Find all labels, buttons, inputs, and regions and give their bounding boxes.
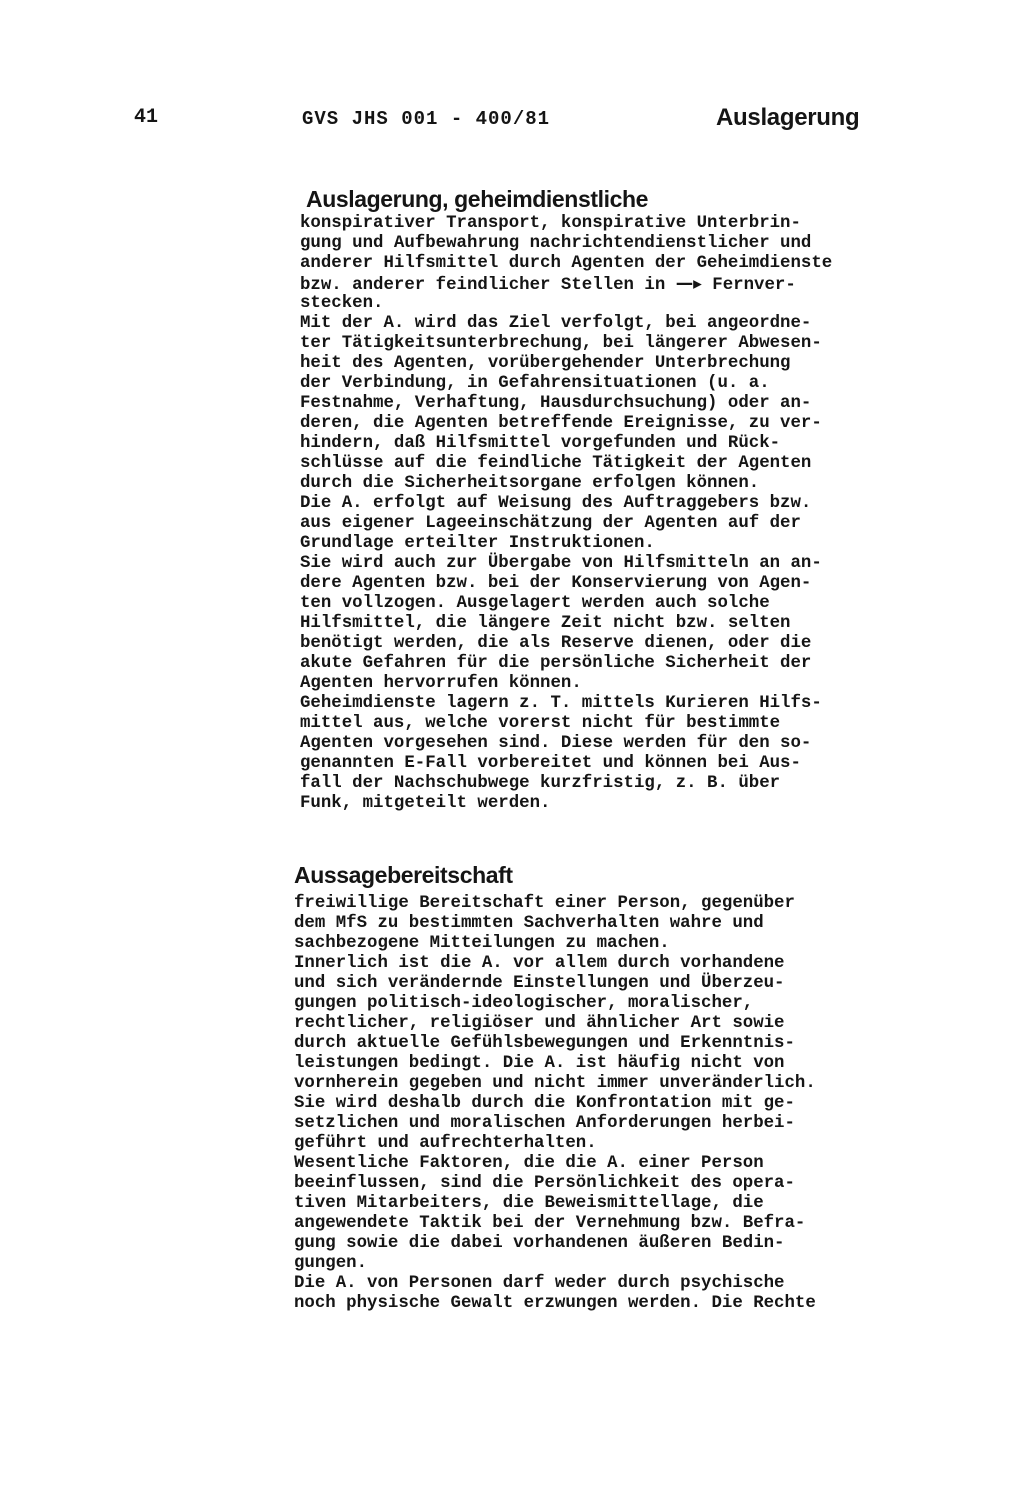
text-line: setzlichen und moralischen Anforderungen herbei- <box>294 1114 795 1133</box>
text-line: tiven Mitarbeiters, die Beweismittellage, die <box>294 1194 764 1213</box>
text-line: gungen. <box>294 1254 368 1273</box>
text-line: Wesentliche Faktoren, die die A. einer Person <box>294 1154 764 1173</box>
text-line: durch aktuelle Gefühlsbewegungen und Erkenntnis- <box>294 1034 795 1053</box>
text-line: sachbezogene Mitteilungen zu machen. <box>294 934 670 953</box>
text-line: Sie wird auch zur Übergabe von Hilfsmitteln an an- <box>300 554 822 573</box>
text-line: angewendete Taktik bei der Vernehmung bzw. Befra- <box>294 1214 806 1233</box>
text-line: leistungen bedingt. Die A. ist häufig nicht von <box>294 1054 785 1073</box>
entry-body-auslagerung <box>300 214 832 814</box>
text-line: und sich verändernde Einstellungen und Überzeu- <box>294 974 785 993</box>
text-line: Sie wird deshalb durch die Konfrontation mit ge- <box>294 1094 795 1113</box>
text-line: gung und Aufbewahrung nachrichtendienstlicher und <box>300 234 812 253</box>
text-line: ten vollzogen. Ausgelagert werden auch solche <box>300 594 770 613</box>
cross-reference-arrow-icon: —▸ <box>675 274 702 294</box>
text-line: fall der Nachschubwege kurzfristig, z. B. über <box>300 774 781 793</box>
text-line: genannten E-Fall vorbereitet und können bei Aus- <box>300 754 801 773</box>
text-line: mittel aus, welche vorerst nicht für bestimmte <box>300 714 781 733</box>
text-line: vornherein gegeben und nicht immer unveränderlich. <box>294 1074 816 1093</box>
text-line: freiwillige Bereitschaft einer Person, gegenüber <box>294 894 795 913</box>
text-line: beeinflussen, sind die Persönlichkeit des opera- <box>294 1174 795 1193</box>
text-line: dere Agenten bzw. bei der Konservierung von Agen- <box>300 574 812 593</box>
text-line: der Verbindung, in Gefahrensituationen (u. a. <box>300 374 770 393</box>
page-number: 41 <box>134 106 159 129</box>
text-line: anderer Hilfsmittel durch Agenten der Geheimdienste <box>300 254 833 273</box>
text-line: Die A. von Personen darf weder durch psychische <box>294 1274 785 1293</box>
text-line: dem MfS zu bestimmten Sachverhalten wahre und <box>294 914 764 933</box>
text-line: rechtlicher, religiöser und ähnlicher Art sowie <box>294 1014 785 1033</box>
cross-reference-term: Fernver- <box>701 276 796 295</box>
entry-heading-auslagerung: Auslagerung, geheimdienstliche <box>306 186 649 212</box>
text-line: Funk, mitgeteilt werden. <box>300 794 551 813</box>
text-line: ter Tätigkeitsunterbrechung, bei längerer Abwesen- <box>300 334 822 353</box>
text-line: aus eigener Lageeinschätzung der Agenten auf der <box>300 514 801 533</box>
text-line: Mit der A. wird das Ziel verfolgt, bei angeordne- <box>300 314 812 333</box>
entry-heading-aussagebereitschaft: Aussagebereitschaft <box>294 862 513 888</box>
text-line: stecken. <box>300 294 384 313</box>
text-line: Hilfsmittel, die längere Zeit nicht bzw. selten <box>300 614 791 633</box>
text-line-with-cross-reference <box>300 274 832 294</box>
running-title: Auslagerung <box>716 104 860 131</box>
text-line: Agenten hervorrufen können. <box>300 674 582 693</box>
text-segment: bzw. anderer feindlicher Stellen in <box>300 276 676 295</box>
text-line: gungen politisch-ideologischer, moralischer, <box>294 994 754 1013</box>
text-line: Geheimdienste lagern z. T. mittels Kurieren Hilfs- <box>300 694 822 713</box>
text-line: Grundlage erteilter Instruktionen. <box>300 534 655 553</box>
text-line: gung sowie die dabei vorhandenen äußeren Bedin- <box>294 1234 785 1253</box>
text-line: benötigt werden, die als Reserve dienen, oder die <box>300 634 812 653</box>
text-line: Innerlich ist die A. vor allem durch vorhandene <box>294 954 785 973</box>
text-line: konspirativer Transport, konspirative Unterbrin- <box>300 214 801 233</box>
text-line: noch physische Gewalt erzwungen werden. Die Rechte <box>294 1294 816 1313</box>
text-line: Festnahme, Verhaftung, Hausdurchsuchung) oder an- <box>300 394 812 413</box>
document-reference: GVS JHS 001 - 400/81 <box>302 108 551 130</box>
text-line: hindern, daß Hilfsmittel vorgefunden und Rück- <box>300 434 781 453</box>
text-line: Die A. erfolgt auf Weisung des Auftraggebers bzw. <box>300 494 812 513</box>
entry-body-aussagebereitschaft <box>294 894 816 1314</box>
text-line: schlüsse auf die feindliche Tätigkeit der Agenten <box>300 454 812 473</box>
text-line: geführt und aufrechterhalten. <box>294 1134 597 1153</box>
text-line: durch die Sicherheitsorgane erfolgen können. <box>300 474 760 493</box>
text-line: Agenten vorgesehen sind. Diese werden für den so- <box>300 734 812 753</box>
text-line: heit des Agenten, vorübergehender Unterbrechung <box>300 354 791 373</box>
text-line: deren, die Agenten betreffende Ereignisse, zu ver- <box>300 414 822 433</box>
text-line: akute Gefahren für die persönliche Sicherheit der <box>300 654 812 673</box>
